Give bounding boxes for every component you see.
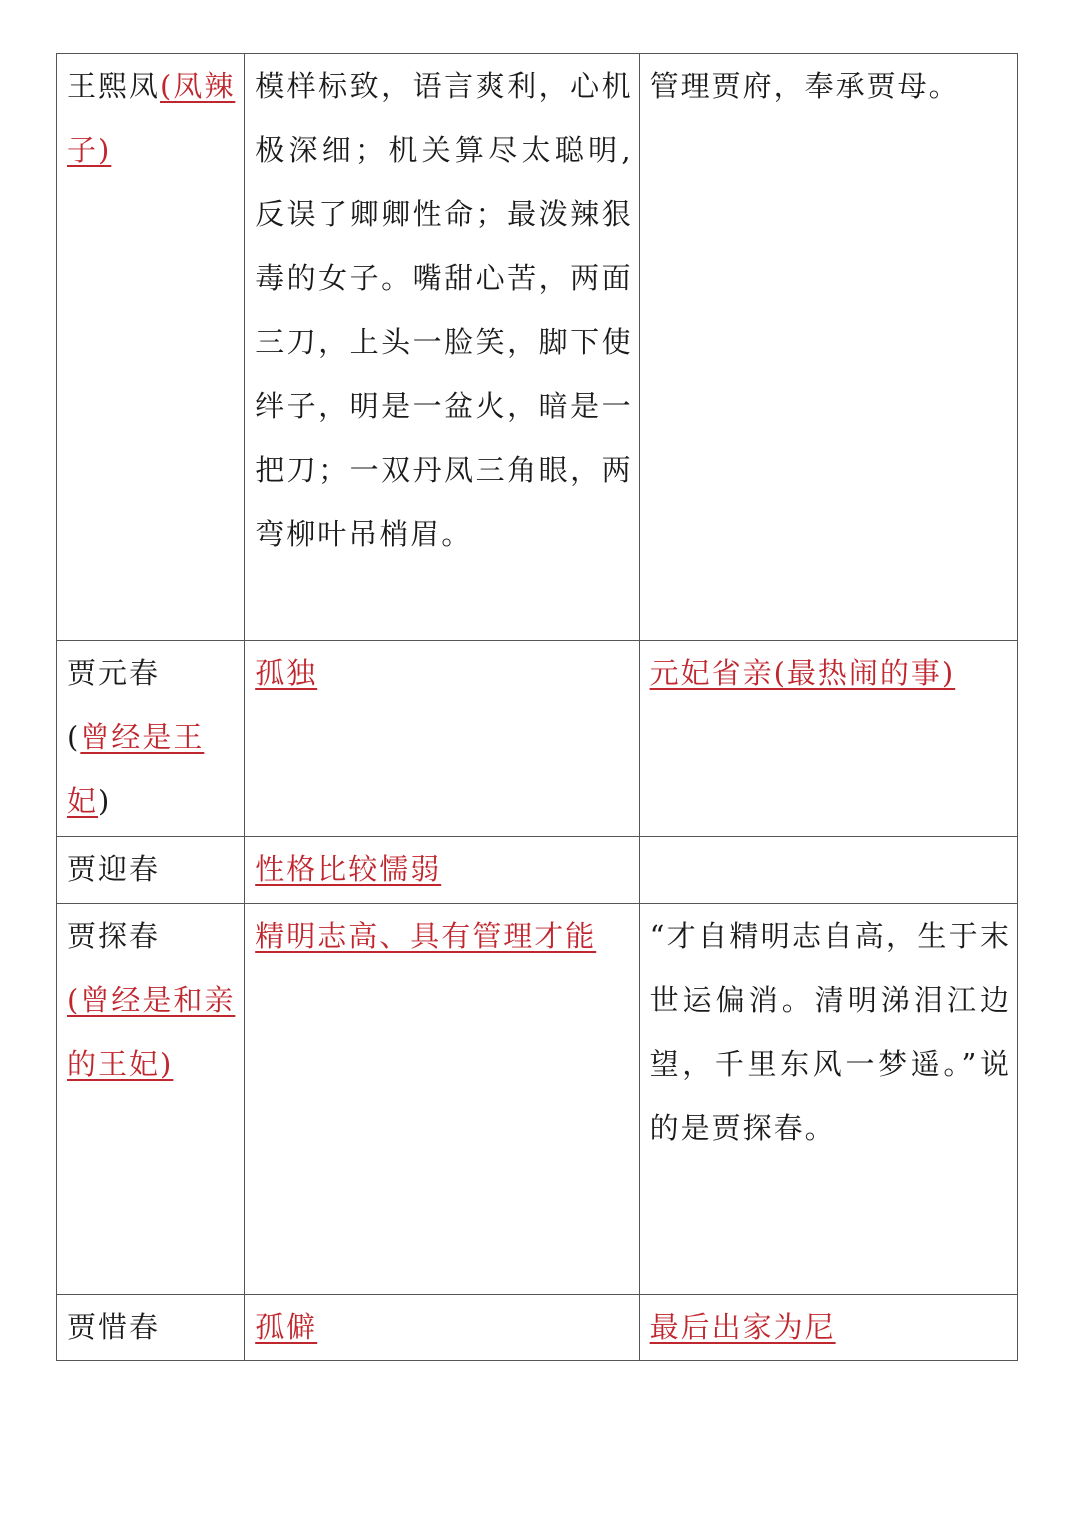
trait-cell — [245, 1295, 639, 1361]
event-text: 管理贾府，奉承贾母。 — [649, 69, 960, 103]
character-name: 王熙凤 — [67, 69, 161, 103]
event-cell — [639, 837, 1017, 904]
character-note: (曾经是和亲的王妃) — [67, 983, 236, 1081]
table-row-jia-yingchun — [57, 837, 1018, 904]
trait-cell — [245, 837, 639, 904]
character-name: 贾元春 — [67, 656, 161, 690]
name-cell — [57, 54, 245, 641]
trait-text: 孤独 — [255, 656, 318, 690]
name-cell — [57, 641, 245, 837]
event-cell — [639, 904, 1017, 1295]
event-cell — [639, 1295, 1017, 1361]
note-open-paren: ( — [67, 720, 81, 754]
trait-text: 性格比较懦弱 — [255, 852, 442, 886]
event-text: “才自精明志自高，生于末世运偏消。清明涕泪江边望，千里东风一梦遥。”说的是贾探春。 — [649, 919, 1011, 1145]
trait-text: 模样标致，语言爽利，心机极深细；机关算尽太聪明,反误了卿卿性命；最泼辣狠毒的女子。嘴甜心苦，两面三刀，上头一脸笑，脚下使绊子，明是一盆火，暗是一把刀；一双丹凤三角眼，两弯柳叶吊梢眉。 — [255, 69, 633, 551]
event-text: 最后出家为尼 — [649, 1310, 836, 1344]
character-name: 贾惜春 — [67, 1310, 161, 1344]
character-name: 贾迎春 — [67, 852, 161, 886]
character-name: 贾探春 — [67, 919, 161, 953]
table-row-jia-xichun — [57, 1295, 1018, 1361]
trait-text: 孤僻 — [255, 1310, 318, 1344]
table-row-jia-tanchun — [57, 904, 1018, 1295]
event-text: 元妃省亲(最热闹的事) — [649, 656, 956, 690]
event-cell — [639, 641, 1017, 837]
note-close-paren: ) — [98, 784, 112, 818]
trait-text: 精明志高、具有管理才能 — [255, 919, 597, 953]
name-cell — [57, 837, 245, 904]
table-row-jia-yuanchun — [57, 641, 1018, 837]
trait-cell — [245, 641, 639, 837]
name-cell — [57, 904, 245, 1295]
trait-cell — [245, 54, 639, 641]
name-cell — [57, 1295, 245, 1361]
character-nickname: (凤辣子) — [67, 69, 236, 167]
event-cell — [639, 54, 1017, 641]
table-row-wang-xifeng — [57, 54, 1018, 641]
character-note: 曾经是王妃 — [67, 720, 205, 818]
trait-cell — [245, 904, 639, 1295]
character-table — [56, 53, 1018, 1361]
